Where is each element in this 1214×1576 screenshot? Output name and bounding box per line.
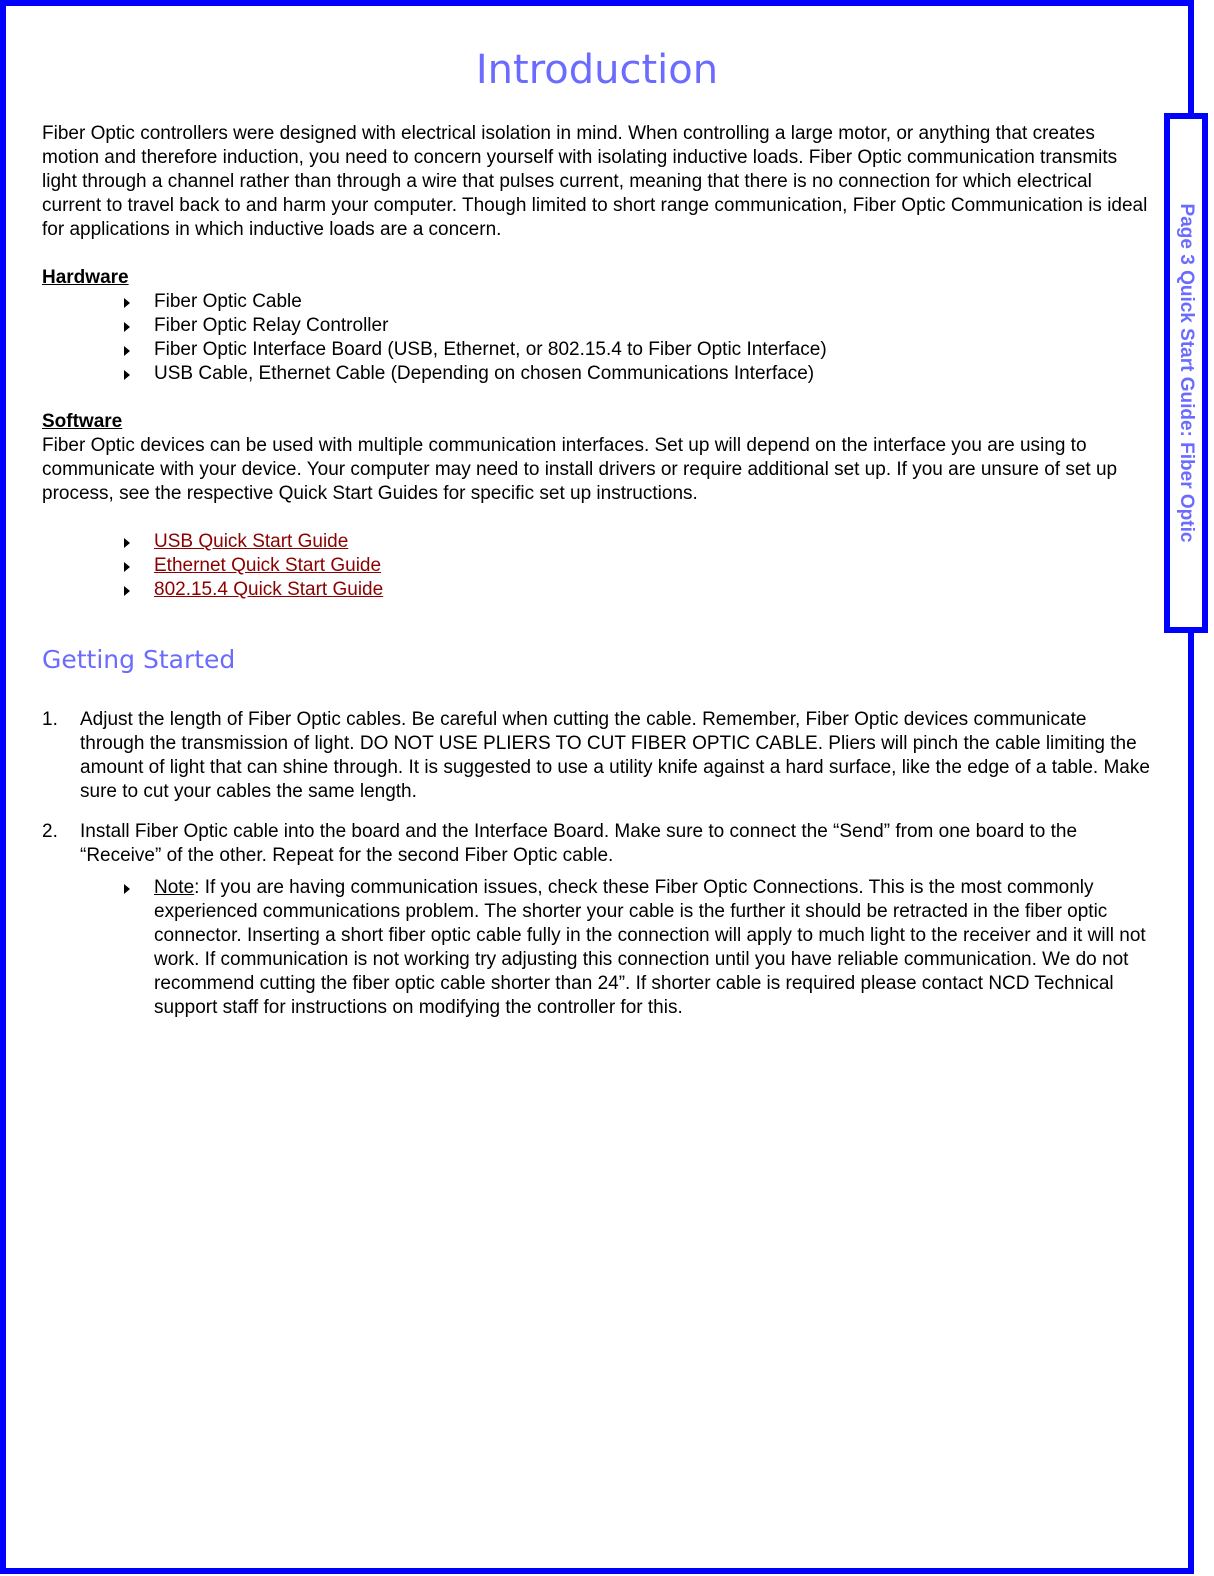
getting-started-heading: Getting Started bbox=[42, 645, 236, 674]
note-text: : If you are having communication issues, check these Fiber Optic Connections. This is the most commonly experienced communications problem. The shorter your cable is the further it should be retracted in the fiber optic connector. Inserting a short fiber optic cable fully in the connection will apply to much light to the receiver and it will not work. If communication is not working try adjusting this connection until you have reliable communication. We do not recommend cutting the fiber optic cable shorter than 24”. If shorter cable is required please contact NCD Technical support staff for instructions on modifying the controller for this. bbox=[154, 877, 1146, 1018]
step-item: 2. Install Fiber Optic cable into the board and the Interface Board. Make sure to connect the “Send” from one board to the “Receive” of the other. Repeat for the second Fiber Optic cable. bbox=[42, 821, 1078, 866]
note-item bbox=[122, 876, 1152, 1020]
list-item: Fiber Optic Cable bbox=[122, 290, 1152, 314]
side-tab bbox=[1164, 113, 1208, 633]
note-label: Note bbox=[154, 877, 195, 898]
guide-links bbox=[42, 530, 1152, 602]
step-item: 1. Adjust the length of Fiber Optic cables. Be careful when cutting the cable. Remember, Fiber Optic devices communicate through the transmission of light. DO NOT USE PLIERS TO CUT FIBER OPTIC CABLE. Pliers will pinch the cable limiting the amount of light that can shine through. It is suggested to use a utility knife against a hard surface, like the edge of a table. Make sure to cut your cables the same length. bbox=[42, 709, 1150, 802]
page-content bbox=[42, 40, 1152, 1020]
steps-list bbox=[42, 708, 1152, 868]
page-title: Introduction bbox=[475, 47, 719, 93]
note-list bbox=[42, 876, 1152, 1020]
side-tab-label: Page 3 Quick Start Guide: Fiber Optic bbox=[1176, 203, 1197, 543]
usb-guide-link[interactable]: USB Quick Start Guide bbox=[154, 531, 349, 552]
802154-guide-link[interactable]: 802.15.4 Quick Start Guide bbox=[154, 579, 384, 600]
software-paragraph: Fiber Optic devices can be used with multiple communication interfaces. Set up will depend on the interface you are using to communicate with your device. Your computer may need to install drivers or require additional set up. If you are unsure of set up process, see the respective Quick Start Guides for specific set up instructions. bbox=[42, 435, 1118, 504]
intro-paragraph: Fiber Optic controllers were designed with electrical isolation in mind. When controlling a large motor, or anything that creates motion and therefore induction, you need to concern yourself with isolating inductive loads. Fiber Optic communication transmits light through a channel rather than through a wire that pulses current, meaning that there is no connection for which electrical current to travel back to and harm your computer. Though limited to short range communication, Fiber Optic Communication is ideal for applications in which inductive loads are a concern. bbox=[42, 123, 1148, 240]
list-item: USB Cable, Ethernet Cable (Depending on chosen Communications Interface) bbox=[122, 362, 1152, 386]
list-item: Fiber Optic Interface Board (USB, Ethernet, or 802.15.4 to Fiber Optic Interface) bbox=[122, 338, 1152, 362]
software-heading: Software bbox=[42, 411, 123, 432]
hardware-heading: Hardware bbox=[42, 267, 129, 288]
list-item: Fiber Optic Relay Controller bbox=[122, 314, 1152, 338]
ethernet-guide-link[interactable]: Ethernet Quick Start Guide bbox=[154, 555, 382, 576]
hardware-list bbox=[42, 290, 1152, 386]
